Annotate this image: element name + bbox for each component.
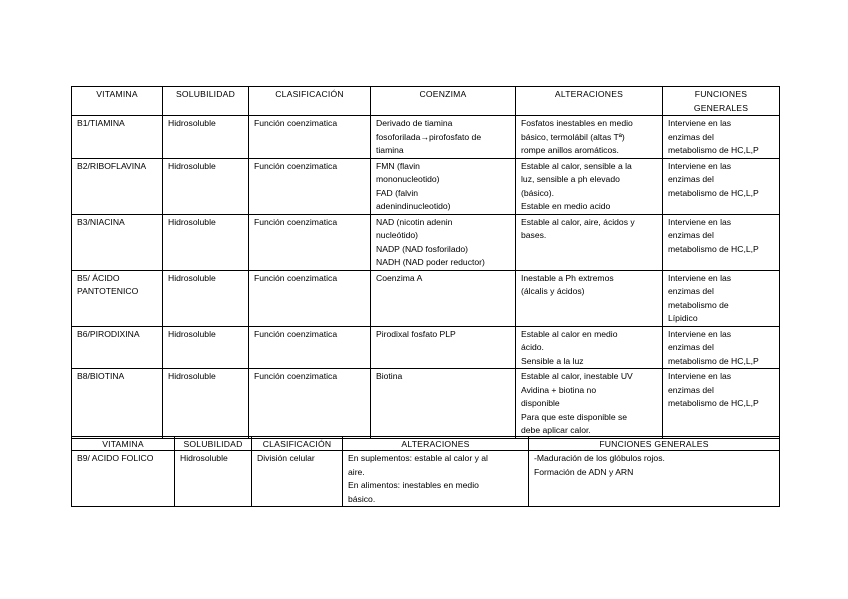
cell: Hidrosoluble <box>163 270 249 326</box>
cell: NAD (nicotin adenin nucleótido) NADP (NAD fosforilado) NADH (NAD poder reductor) <box>371 214 516 270</box>
cell: Fosfatos inestables en medio básico, termolábil (altas Tª) rompe anillos aromáticos. <box>516 116 663 159</box>
header-solubilidad: SOLUBILIDAD <box>163 87 249 116</box>
table-row <box>72 270 780 326</box>
cell: Inestable a Ph extremos (álcalis y ácidos) <box>516 270 663 326</box>
header-vitamina: VITAMINA <box>72 437 175 451</box>
cell: Derivado de tiamina fosoforilada→pirofosfato de tiamina <box>371 116 516 159</box>
cell: Hidrosoluble <box>175 451 252 507</box>
table-row <box>72 158 780 214</box>
cell: Interviene en las enzimas del metabolismo de HC,L,P <box>663 158 780 214</box>
cell: FMN (flavin mononucleotido) FAD (falvin adenindinucleotido) <box>371 158 516 214</box>
cell: Estable al calor en medio ácido. Sensible a la luz <box>516 326 663 369</box>
header-clasificacion: CLASIFICACIÓN <box>252 437 343 451</box>
cell: Función coenzimatica <box>249 116 371 159</box>
cell: Estable al calor, inestable UV Avidina + biotina no disponible Para que este disponible se debe aplicar calor. <box>516 369 663 439</box>
cell: B9/ ACIDO FOLICO <box>72 451 175 507</box>
cell: Estable al calor, sensible a la luz, sensible a ph elevado (básico). Estable en medio acido <box>516 158 663 214</box>
cell: Coenzima A <box>371 270 516 326</box>
table-row <box>72 326 780 369</box>
cell: B3/NIACINA <box>72 214 163 270</box>
cell: Hidrosoluble <box>163 116 249 159</box>
vitamins-table <box>71 86 780 439</box>
cell: Hidrosoluble <box>163 214 249 270</box>
cell: Interviene en las enzimas del metabolismo de HC,L,P <box>663 369 780 439</box>
folic-acid-table <box>71 436 780 507</box>
table-row <box>72 451 780 507</box>
cell: Función coenzimatica <box>249 158 371 214</box>
header-alteraciones: ALTERACIONES <box>343 437 529 451</box>
cell: B1/TIAMINA <box>72 116 163 159</box>
cell: Hidrosoluble <box>163 158 249 214</box>
cell: Hidrosoluble <box>163 369 249 439</box>
cell: Función coenzimatica <box>249 214 371 270</box>
header-clasificacion: CLASIFICACIÓN <box>249 87 371 116</box>
cell: Función coenzimatica <box>249 326 371 369</box>
cell: Interviene en las enzimas del metabolismo de Lípidico <box>663 270 780 326</box>
cell: En suplementos: estable al calor y al aire. En alimentos: inestables en medio básico. <box>343 451 529 507</box>
cell: B6/PIRODIXINA <box>72 326 163 369</box>
cell: Biotina <box>371 369 516 439</box>
header-funciones: FUNCIONES GENERALES <box>529 437 780 451</box>
cell: Función coenzimatica <box>249 369 371 439</box>
table-row <box>72 116 780 159</box>
cell: Interviene en las enzimas del metabolismo de HC,L,P <box>663 116 780 159</box>
cell: Función coenzimatica <box>249 270 371 326</box>
cell: B2/RIBOFLAVINA <box>72 158 163 214</box>
cell: División celular <box>252 451 343 507</box>
header-funciones: FUNCIONES GENERALES <box>663 87 780 116</box>
header-alteraciones: ALTERACIONES <box>516 87 663 116</box>
cell: Interviene en las enzimas del metabolismo de HC,L,P <box>663 326 780 369</box>
table-header-row <box>72 437 780 451</box>
header-solubilidad: SOLUBILIDAD <box>175 437 252 451</box>
header-coenzima: COENZIMA <box>371 87 516 116</box>
cell: Interviene en las enzimas del metabolismo de HC,L,P <box>663 214 780 270</box>
cell: Hidrosoluble <box>163 326 249 369</box>
cell: B5/ ÁCIDO PANTOTENICO <box>72 270 163 326</box>
table-row <box>72 214 780 270</box>
cell: Pirodixal fosfato PLP <box>371 326 516 369</box>
cell: Estable al calor, aire, ácidos y bases. <box>516 214 663 270</box>
cell: B8/BIOTINA <box>72 369 163 439</box>
table-row <box>72 369 780 439</box>
table-header-row <box>72 87 780 116</box>
header-vitamina: VITAMINA <box>72 87 163 116</box>
cell: -Maduración de los glóbulos rojos. Formación de ADN y ARN <box>529 451 780 507</box>
